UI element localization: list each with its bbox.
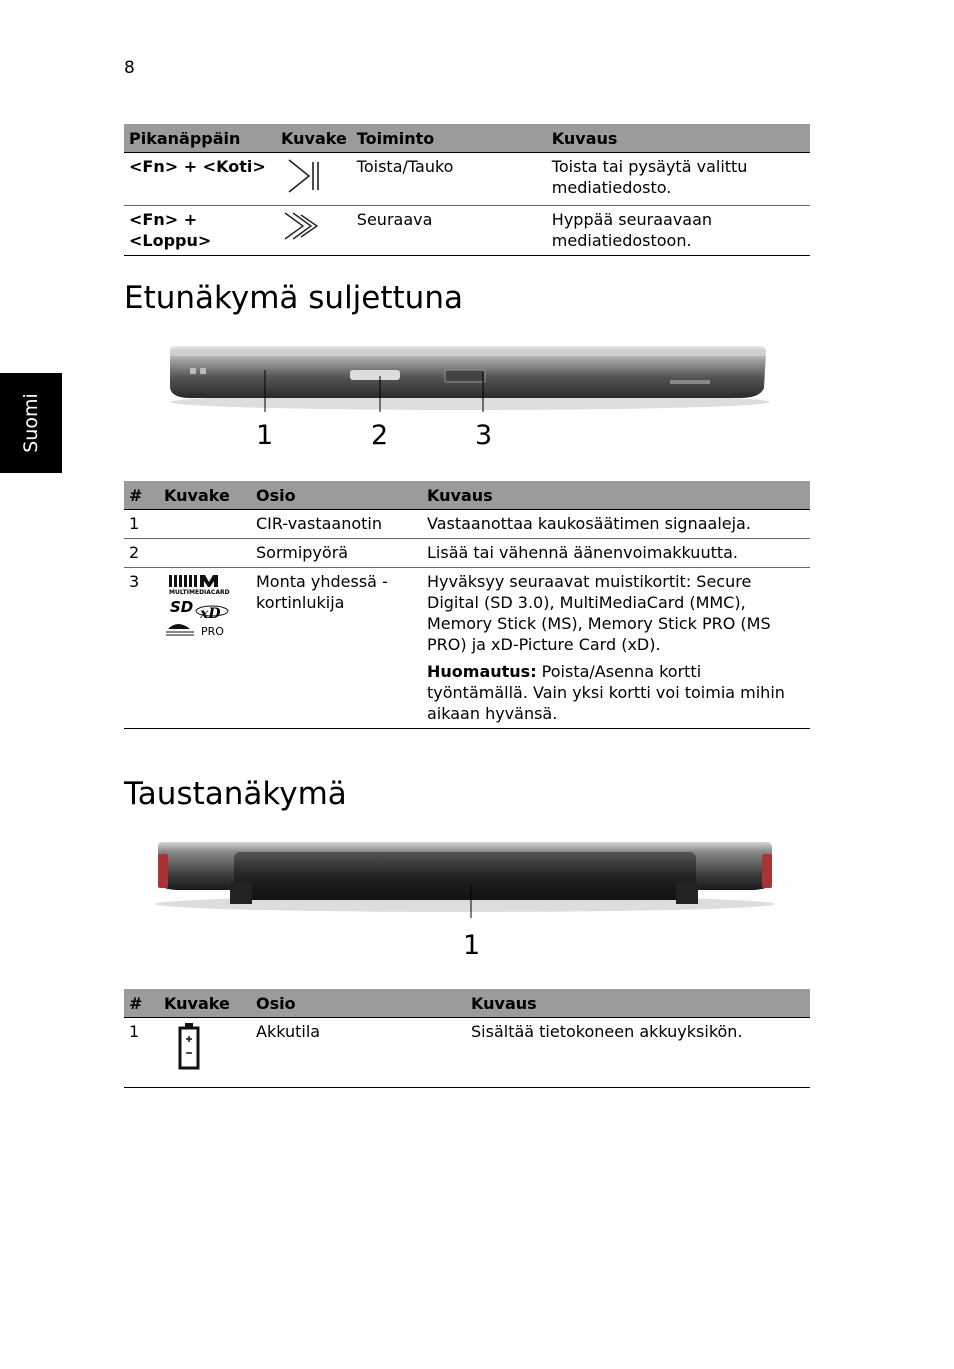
icon-cell (159, 568, 251, 729)
mmc-logo-text: MULTIMEDIACARD (169, 589, 230, 596)
part-cell: Akkutila (251, 1018, 466, 1088)
battery-icon (177, 1021, 203, 1071)
header-hotkey: Pikanäppäin (124, 124, 276, 153)
rear-view-title: Taustanäkymä (124, 776, 347, 812)
table-row (124, 568, 810, 729)
header-function: Toiminto (352, 124, 547, 153)
front-header-row (124, 481, 810, 510)
next-track-icon (281, 209, 327, 243)
card-reader-note (427, 661, 805, 724)
laptop-rear-image (150, 838, 780, 928)
front-callout-3: 3 (475, 420, 493, 451)
header-description: Kuvaus (547, 124, 810, 153)
icon-cell (276, 206, 352, 256)
note-text: Poista/Asenna kortti työntämällä. Vain yksi kortti voi toimia mihin aikaan hyvänsä. (427, 662, 785, 723)
hotkeys-header-row (124, 124, 810, 153)
row-number: 1 (124, 510, 159, 539)
table-row (124, 153, 810, 206)
header-description: Kuvaus (422, 481, 810, 510)
rear-callout-1: 1 (463, 930, 481, 961)
header-number: # (124, 481, 159, 510)
part-cell: Monta yhdessä -kortinlukija (251, 568, 422, 729)
card-reader-logos-icon (164, 571, 234, 639)
card-reader-description: Hyväksyy seuraavat muistikortit: Secure Digital (SD 3.0), MultiMediaCard (MMC), Memory Stick (MS), Memory Stick PRO (MS PRO) ja xD-Picture Card (xD). (427, 572, 771, 654)
description-cell: Lisää tai vähennä äänenvoimakkuutta. (422, 539, 810, 568)
description-cell: Toista tai pysäytä valittu mediatiedosto. (547, 153, 810, 206)
rear-view-table (124, 989, 810, 1088)
table-row (124, 1018, 810, 1088)
table-row (124, 510, 810, 539)
header-icon: Kuvake (159, 481, 251, 510)
row-number: 3 (124, 568, 159, 729)
side-tab-label: Suomi (20, 393, 42, 453)
header-description: Kuvaus (466, 989, 810, 1018)
table-row (124, 206, 810, 256)
laptop-front-image (160, 340, 780, 420)
function-cell: Seuraava (352, 206, 547, 256)
header-number: # (124, 989, 159, 1018)
header-part: Osio (251, 481, 422, 510)
header-icon: Kuvake (276, 124, 352, 153)
front-view-title: Etunäkymä suljettuna (124, 280, 463, 316)
hotkey-cell: <Fn> + <Koti> (124, 153, 276, 206)
description-cell (422, 568, 810, 729)
front-view-table (124, 481, 810, 729)
part-cell: Sormipyörä (251, 539, 422, 568)
icon-cell (159, 510, 251, 539)
front-callout-1: 1 (256, 420, 274, 451)
play-pause-icon (281, 156, 325, 196)
front-callout-2: 2 (371, 420, 389, 451)
page-number: 8 (124, 58, 135, 78)
sd-logo-text: SD (170, 598, 194, 616)
ms-pro-logo-text: PRO (201, 625, 224, 638)
header-icon: Kuvake (159, 989, 251, 1018)
header-part: Osio (251, 989, 466, 1018)
row-number: 1 (124, 1018, 159, 1088)
description-cell: Hyppää seuraavaan mediatiedostoon. (547, 206, 810, 256)
hotkey-cell: <Fn> + <Loppu> (124, 206, 276, 256)
side-language-tab (0, 373, 62, 473)
icon-cell (159, 1018, 251, 1088)
part-cell: CIR-vastaanotin (251, 510, 422, 539)
icon-cell (159, 539, 251, 568)
description-cell: Sisältää tietokoneen akkuyksikön. (466, 1018, 810, 1088)
function-cell: Toista/Tauko (352, 153, 547, 206)
icon-cell (276, 153, 352, 206)
note-label: Huomautus: (427, 662, 537, 681)
xd-logo-text: xD (200, 606, 221, 622)
description-cell: Vastaanottaa kaukosäätimen signaaleja. (422, 510, 810, 539)
row-number: 2 (124, 539, 159, 568)
table-row (124, 539, 810, 568)
rear-header-row (124, 989, 810, 1018)
hotkeys-table (124, 124, 810, 256)
